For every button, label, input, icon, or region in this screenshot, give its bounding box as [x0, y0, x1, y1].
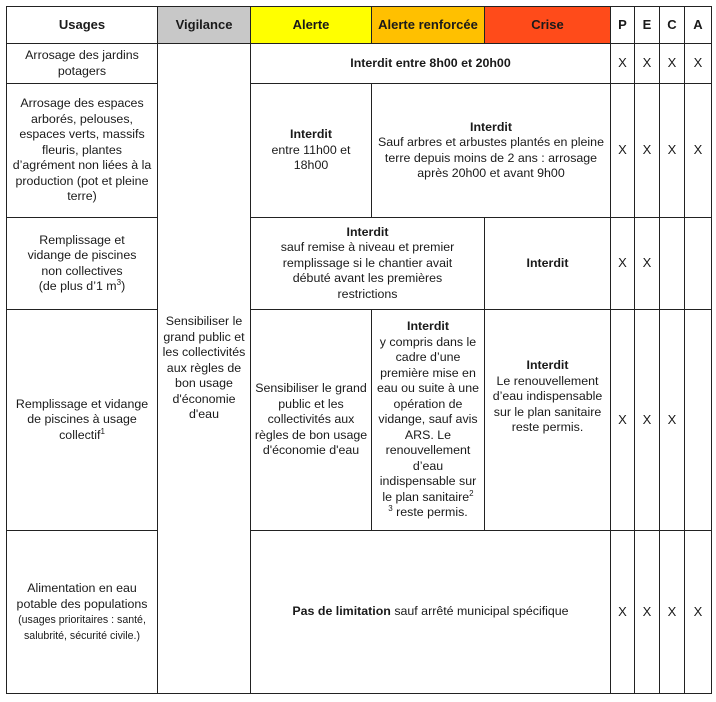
usage-volume: (de plus d’1 m — [38, 279, 117, 293]
mark-p: X — [611, 310, 635, 531]
mark-p: X — [611, 84, 635, 218]
usage-note: (usages prioritaires : santé, salubrité, sécurité civile.) — [18, 614, 146, 642]
usage-text: Alimentation en eau potable des populations — [16, 581, 148, 611]
usage-cell — [7, 310, 158, 531]
mark-e: X — [635, 84, 660, 218]
restriction-text: sauf arrêté municipal spécifique — [390, 604, 569, 619]
usage-volume-end: ) — [121, 279, 126, 293]
alerte-cell — [251, 84, 372, 218]
mark-a-empty — [685, 310, 712, 531]
mark-e: X — [635, 310, 660, 531]
mark-a: X — [685, 44, 712, 84]
renforcee-title: Interdit — [407, 319, 449, 334]
mark-e: X — [635, 44, 660, 84]
usage-text: Remplissage et vidange de piscines non collectives — [27, 232, 137, 278]
crise-title: Interdit — [526, 358, 569, 372]
mark-a-empty — [685, 218, 712, 310]
usage-cell — [7, 218, 158, 310]
mark-e: X — [635, 218, 660, 310]
mark-c: X — [660, 310, 685, 531]
header-crise: Crise — [485, 7, 611, 44]
renforcee-text: y compris dans le cadre d’une première mise en eau ou suite à une opération de vidange, sauf avis ARS. Le renouvellement d’eau indispensable sur le plan sanitaire — [377, 334, 479, 504]
header-p: P — [611, 7, 635, 44]
mark-c: X — [660, 44, 685, 84]
mark-p: X — [611, 218, 635, 310]
table-row — [7, 44, 712, 84]
header-row — [7, 7, 712, 44]
usage-text: Remplissage et vidange de piscines à usage collectif — [15, 396, 149, 442]
mark-c-empty — [660, 218, 685, 310]
table-row — [7, 531, 712, 694]
renforcee-title: Interdit — [470, 119, 512, 134]
restrictions-table — [6, 6, 712, 694]
mark-p: X — [611, 44, 635, 84]
table-row — [7, 218, 712, 310]
renforcee-end: reste permis. — [392, 505, 468, 520]
table-row — [7, 310, 712, 531]
usage-volume-sup: 3 — [116, 277, 122, 287]
header-vigilance: Vigilance — [158, 7, 251, 44]
alerte-renforcee-cell — [372, 310, 485, 531]
header-e: E — [635, 7, 660, 44]
renforcee-sup-2: 3 — [388, 504, 393, 514]
alerte-title: Interdit — [346, 224, 389, 239]
renforcee-text-wrap — [375, 335, 481, 521]
table-row — [7, 84, 712, 218]
alerte-text: sauf remise à niveau et premier remplissage si le chantier avait débuté avant les premières restrictions — [280, 240, 455, 301]
header-alerte-renforcee: Alerte renforcée — [372, 7, 485, 44]
alerte-renforcee-cell — [251, 218, 485, 310]
renforcee-text: Sauf arbres et arbustes plantés en pleine terre depuis moins de 2 ans : arrosage après 20h00 et avant 9h00 — [378, 135, 604, 180]
crise-text: Le renouvellement d’eau indispensable sur le plan sanitaire reste permis. — [492, 373, 603, 434]
alerte-title: Interdit — [290, 127, 332, 142]
alerte-renforcee-crise-cell — [372, 84, 611, 218]
usage-cell — [7, 531, 158, 694]
mark-e: X — [635, 531, 660, 694]
mark-c: X — [660, 84, 685, 218]
mark-a: X — [685, 531, 712, 694]
header-alerte: Alerte — [251, 7, 372, 44]
crise-cell — [485, 310, 611, 531]
header-usages: Usages — [7, 7, 158, 44]
mark-c: X — [660, 531, 685, 694]
usage-cell: Arrosage des espaces arborés, pelouses, espaces verts, massifs fleuris, plantes d’agrément non liées à la production (pot et pleine terre) — [7, 84, 158, 218]
restriction-cell: Interdit entre 8h00 et 20h00 — [251, 44, 611, 84]
header-a: A — [685, 7, 712, 44]
usage-cell: Arrosage des jardins potagers — [7, 44, 158, 84]
mark-a: X — [685, 84, 712, 218]
usage-sup: 1 — [100, 426, 105, 436]
alerte-cell: Sensibiliser le grand public et les collectivités aux règles de bon usage d'économie d'eau — [251, 310, 372, 531]
vigilance-cell: Sensibiliser le grand public et les collectivités aux règles de bon usage d'économie d'eau — [158, 44, 251, 694]
renforcee-sup-1: 2 — [469, 488, 474, 498]
alerte-text: entre 11h00 et 18h00 — [271, 142, 351, 173]
crise-cell: Interdit — [485, 218, 611, 310]
restriction-bold: Pas de limitation — [292, 604, 391, 619]
mark-p: X — [611, 531, 635, 694]
restriction-cell — [251, 531, 611, 694]
header-c: C — [660, 7, 685, 44]
